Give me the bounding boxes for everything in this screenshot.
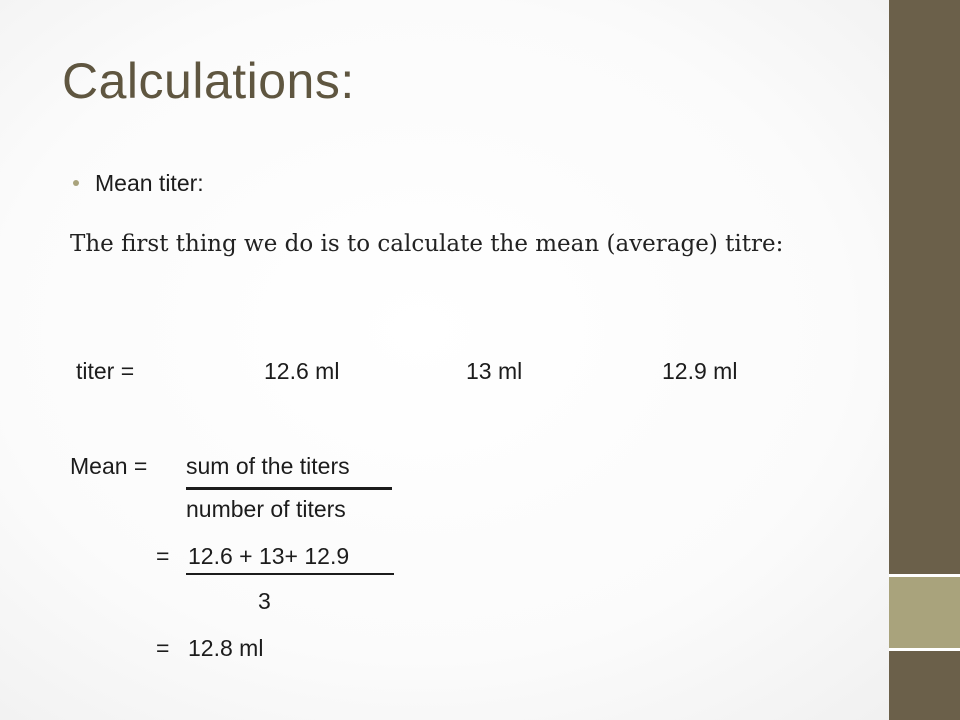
intro-paragraph: The first thing we do is to calculate the mean (average) titre: xyxy=(70,231,784,257)
sum-numerator: 12.6 + 13+ 12.9 xyxy=(188,543,350,569)
titer-value-1: 12.6 ml xyxy=(264,358,340,384)
mean-label: Mean = xyxy=(70,453,148,479)
equals-sign: = xyxy=(156,543,170,569)
equals-sign: = xyxy=(156,635,170,661)
sidebar-dark-band-bottom xyxy=(889,651,960,720)
bullet-icon xyxy=(73,180,79,186)
mean-numerator: sum of the titers xyxy=(186,453,350,479)
fraction-bar xyxy=(186,487,392,490)
sum-denominator: 3 xyxy=(258,588,271,614)
mean-denominator: number of titers xyxy=(186,496,346,522)
titer-value-2: 13 ml xyxy=(466,358,523,384)
bullet-mean-titer: Mean titer: xyxy=(95,170,204,196)
titer-value-3: 12.9 ml xyxy=(662,358,738,384)
titer-label: titer = xyxy=(76,358,135,384)
decorative-sidebar xyxy=(889,0,960,720)
fraction-bar xyxy=(186,573,394,575)
sidebar-dark-band-top xyxy=(889,0,960,574)
mean-result: 12.8 ml xyxy=(188,635,264,661)
slide-title: Calculations: xyxy=(62,53,355,109)
sidebar-light-band xyxy=(889,577,960,648)
